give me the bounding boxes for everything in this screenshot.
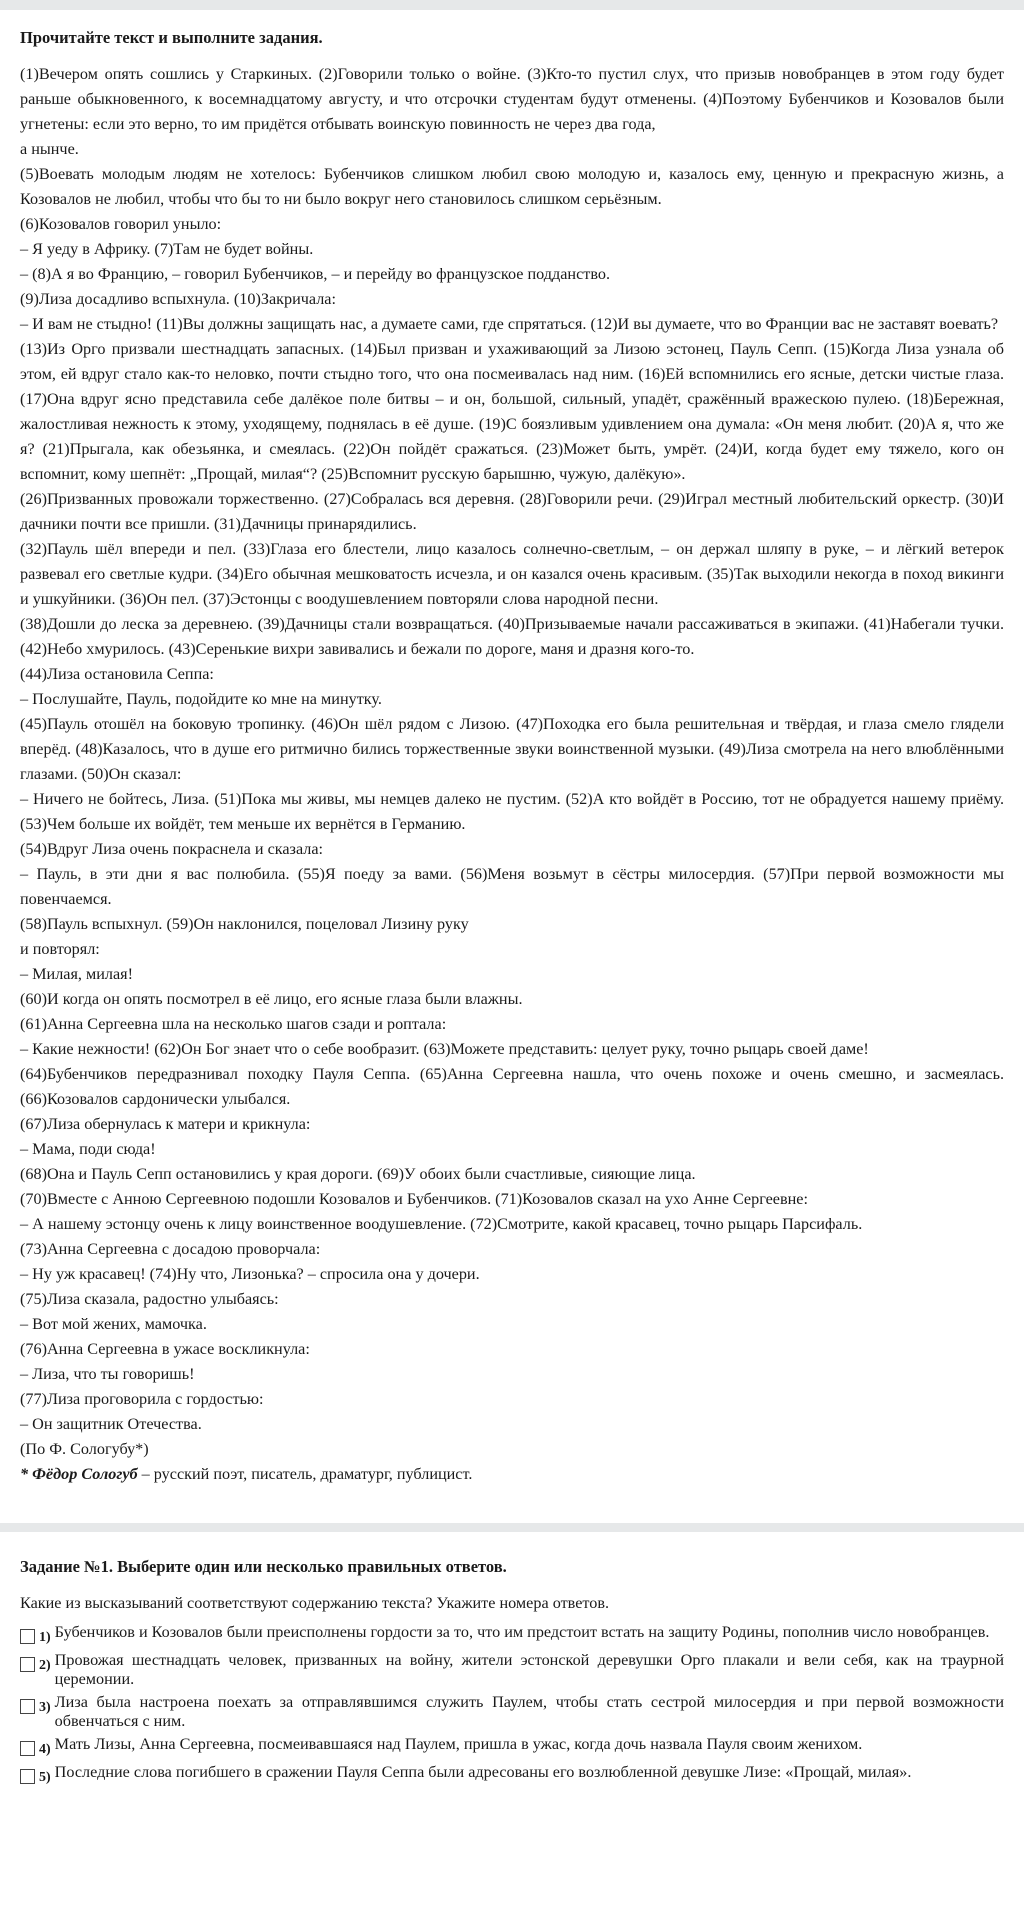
text-paragraph: (44)Лиза остановила Сеппа:	[20, 665, 214, 683]
text-paragraph: (76)Анна Сергеевна в ужасе воскликнула:	[20, 1340, 310, 1358]
author-footnote	[20, 1462, 1004, 1487]
text-paragraph: – Лиза, что ты говоришь!	[20, 1365, 195, 1383]
text-paragraph: (73)Анна Сергеевна с досадою проворчала:	[20, 1240, 321, 1258]
answer-number: 1)	[39, 1630, 51, 1645]
text-paragraph: – Он защитник Отечества.	[20, 1415, 202, 1433]
text-paragraph: (1)Вечером опять сошлись у Старкиных. (2)Говорили только о войне. (3)Кто-то пустил слух, что призыв новобранцев в этом году будет раньше обыкновенного, к восемнадцатому августу, и что отсрочки студентам будут отменены. (4)Поэтому Бубенчиков и Козовалов были угнетены: если это верно, то им придётся отбывать воинскую повинность не через два года,	[20, 65, 1004, 133]
text-paragraph: (38)Дошли до леска за деревнею. (39)Дачницы стали возвращаться. (40)Призываемые начали рассаживаться в экипажи. (41)Набегали тучки. (42)Небо хмурилось. (43)Серенькие вихри завивались и бежали по дороге, маня и дразня кого-то.	[20, 615, 1004, 658]
answer-number: 2)	[39, 1658, 51, 1673]
text-paragraph: – Послушайте, Пауль, подойдите ко мне на минутку.	[20, 690, 382, 708]
text-paragraph: (45)Пауль отошёл на боковую тропинку. (46)Он шёл рядом с Лизою. (47)Походка его была решительная и твёрдая, и глаза смело глядели вперёд. (48)Казалось, что в душе его ритмично бились торжественные звуки воинственной музыки. (49)Лиза смотрела на него влюблёнными глазами. (50)Он сказал:	[20, 715, 1004, 783]
footnote-text: – русский поэт, писатель, драматург, публицист.	[137, 1465, 473, 1483]
text-section	[0, 28, 1024, 1487]
text-paragraph: и повторял:	[20, 940, 100, 958]
answer-text: Провожая шестнадцать человек, призванных на войну, жители эстонской деревушки Орго плакали и вели себя, как на траурной церемонии.	[54, 1651, 1004, 1688]
text-paragraph: – (8)А я во Францию, – говорил Бубенчиков, – и перейду во французское подданство.	[20, 265, 611, 283]
text-paragraph: – А нашему эстонцу очень к лицу воинственное воодушевление. (72)Смотрите, какой красавец, точно рыцарь Парсифаль.	[20, 1215, 863, 1233]
text-heading: Прочитайте текст и выполните задания.	[20, 28, 323, 47]
answer-number: 3)	[39, 1700, 51, 1715]
top-bar	[0, 0, 1024, 10]
answer-text: Бубенчиков и Козовалов были преисполнены гордости за то, что им предстоит встать на защиту Родины, пополнив число новобранцев.	[54, 1623, 990, 1641]
text-paragraph: (26)Призванных провожали торжественно. (27)Собралась вся деревня. (28)Говорили речи. (29)Играл местный любительский оркестр. (30)И дачники почти все пришли. (31)Дачницы принарядились.	[20, 490, 1004, 533]
text-paragraph: – Ну уж красавец! (74)Ну что, Лизонька? – спросила она у дочери.	[20, 1265, 480, 1283]
answer-text: Лиза была настроена поехать за отправлявшимся служить Паулем, чтобы стать сестрой милосердия и при первой возможности обвенчаться с ним.	[54, 1693, 1004, 1730]
answer-text: Последние слова погибшего в сражении Пауля Сеппа были адресованы его возлюбленной девушке Лизе: «Прощай, милая».	[54, 1763, 912, 1781]
answer-checkbox[interactable]	[20, 1699, 35, 1714]
text-paragraph: (9)Лиза досадливо вспыхнула. (10)Закричала:	[20, 290, 336, 308]
text-paragraph: (61)Анна Сергеевна шла на несколько шагов сзади и роптала:	[20, 1015, 447, 1033]
text-paragraph: (54)Вдруг Лиза очень покраснела и сказала:	[20, 840, 324, 858]
answer-option[interactable]	[20, 1623, 1004, 1647]
text-paragraph: – Пауль, в эти дни я вас полюбила. (55)Я поеду за вами. (56)Меня возьмут в сёстры милосердия. (57)При первой возможности мы повенчаемся.	[20, 865, 1004, 908]
answer-option[interactable]	[20, 1693, 1004, 1731]
text-paragraph: (70)Вместе с Анною Сергеевною подошли Козовалов и Бубенчиков. (71)Козовалов сказал на ухо Анне Сергеевне:	[20, 1190, 808, 1208]
text-paragraph: – Я уеду в Африку. (7)Там не будет войны.	[20, 240, 314, 258]
answer-text: Мать Лизы, Анна Сергеевна, посмеивавшаяся над Паулем, пришла в ужас, когда дочь назвала Пауля своим женихом.	[54, 1735, 863, 1753]
text-paragraph: (60)И когда он опять посмотрел в её лицо, его ясные глаза были влажны.	[20, 990, 523, 1008]
text-paragraph: (13)Из Орго призвали шестнадцать запасных. (14)Был призван и ухаживающий за Лизою эстонец, Пауль Сепп. (15)Когда Лиза узнала об этом, ей вдруг стало как-то неловко, почти стыдно того, что она посмеивалась над ним. (16)Ей вспомнились его ясные, детски чистые глаза. (17)Она вдруг ясно представила себе далёкое поле битвы – и он, большой, сильный, упадёт, сражённый вражескою пулею. (18)Бережная, жалостливая нежность к этому, уходящему, поднялась в её душе. (19)С боязливым удивлением она думала: «Он меня любит. (20)А я, что же я? (21)Прыгала, как обезьянка, и смеялась. (22)Он пойдёт сражаться. (23)Может быть, умрёт. (24)И, когда будет ему тяжело, кого он вспомнит, кому шепнёт: „Прощай, милая“? (25)Вспомнит русскую барышню, чужую, далёкую».	[20, 340, 1004, 483]
text-paragraph: (6)Козовалов говорил уныло:	[20, 215, 222, 233]
answer-checkbox[interactable]	[20, 1657, 35, 1672]
story-text	[20, 62, 1004, 1462]
answer-option[interactable]	[20, 1735, 1004, 1759]
answer-number: 5)	[39, 1770, 51, 1785]
text-paragraph: – Мама, поди сюда!	[20, 1140, 156, 1158]
text-paragraph: (По Ф. Сологубу*)	[20, 1440, 149, 1458]
text-paragraph: а нынче.	[20, 140, 79, 158]
text-paragraph: – Ничего не бойтесь, Лиза. (51)Пока мы живы, мы немцев далеко не пустим. (52)А кто войдёт в Россию, тот не обрадуется нашему приёму. (53)Чем больше их войдёт, тем меньше их вернётся в Германию.	[20, 790, 1004, 833]
answer-option[interactable]	[20, 1763, 1004, 1787]
text-paragraph: (64)Бубенчиков передразнивал походку Пауля Сеппа. (65)Анна Сергеевна нашла, что очень похоже и очень смешно, и засмеялась. (66)Козовалов сардонически улыбался.	[20, 1065, 1004, 1108]
text-paragraph: – Вот мой жених, мамочка.	[20, 1315, 207, 1333]
task-question: Какие из высказываний соответствуют содержанию текста? Укажите номера ответов.	[20, 1594, 610, 1612]
text-paragraph: (67)Лиза обернулась к матери и крикнула:	[20, 1115, 311, 1133]
text-paragraph: – И вам не стыдно! (11)Вы должны защищать нас, а думаете сами, где спрятаться. (12)И вы думаете, что во Франции вас не заставят воевать?	[20, 315, 999, 333]
answer-checkbox[interactable]	[20, 1769, 35, 1784]
answer-option[interactable]	[20, 1651, 1004, 1689]
text-paragraph: (5)Воевать молодым людям не хотелось: Бубенчиков слишком любил свою молодую и, казалось ему, ценную и прекрасную жизнь, а Козовалов не любил, чтобы что бы то ни было вокруг него становилось слишком серьёзным.	[20, 165, 1004, 208]
text-paragraph: (58)Пауль вспыхнул. (59)Он наклонился, поцеловал Лизину руку	[20, 915, 469, 933]
footnote-author: * Фёдор Сологуб	[20, 1465, 138, 1483]
answer-number: 4)	[39, 1742, 51, 1757]
text-paragraph: (32)Пауль шёл впереди и пел. (33)Глаза его блестели, лицо казалось солнечно-светлым, – он держал шляпу в руке, – и лёгкий ветерок развевал его светлые кудри. (34)Его обычная мешковатость исчезла, и он казался очень красивым. (35)Так выходили некогда в поход викинги и ушкуйники. (36)Он пел. (37)Эстонцы с воодушевлением повторяли слова народной песни.	[20, 540, 1004, 608]
text-paragraph: – Милая, милая!	[20, 965, 134, 983]
text-paragraph: (68)Она и Пауль Сепп остановились у края дороги. (69)У обоих были счастливые, сияющие лица.	[20, 1165, 696, 1183]
section-separator	[0, 1523, 1024, 1532]
answer-checkbox[interactable]	[20, 1741, 35, 1756]
text-paragraph: (75)Лиза сказала, радостно улыбаясь:	[20, 1290, 279, 1308]
text-paragraph: (77)Лиза проговорила с гордостью:	[20, 1390, 264, 1408]
text-paragraph: – Какие нежности! (62)Он Бог знает что о себе вообразит. (63)Можете представить: целует руку, точно рыцарь своей даме!	[20, 1040, 869, 1058]
task-heading: Задание №1. Выберите один или несколько правильных ответов.	[20, 1557, 507, 1576]
answer-checkbox[interactable]	[20, 1629, 35, 1644]
task-section	[0, 1557, 1024, 1787]
answer-options	[20, 1623, 1004, 1787]
